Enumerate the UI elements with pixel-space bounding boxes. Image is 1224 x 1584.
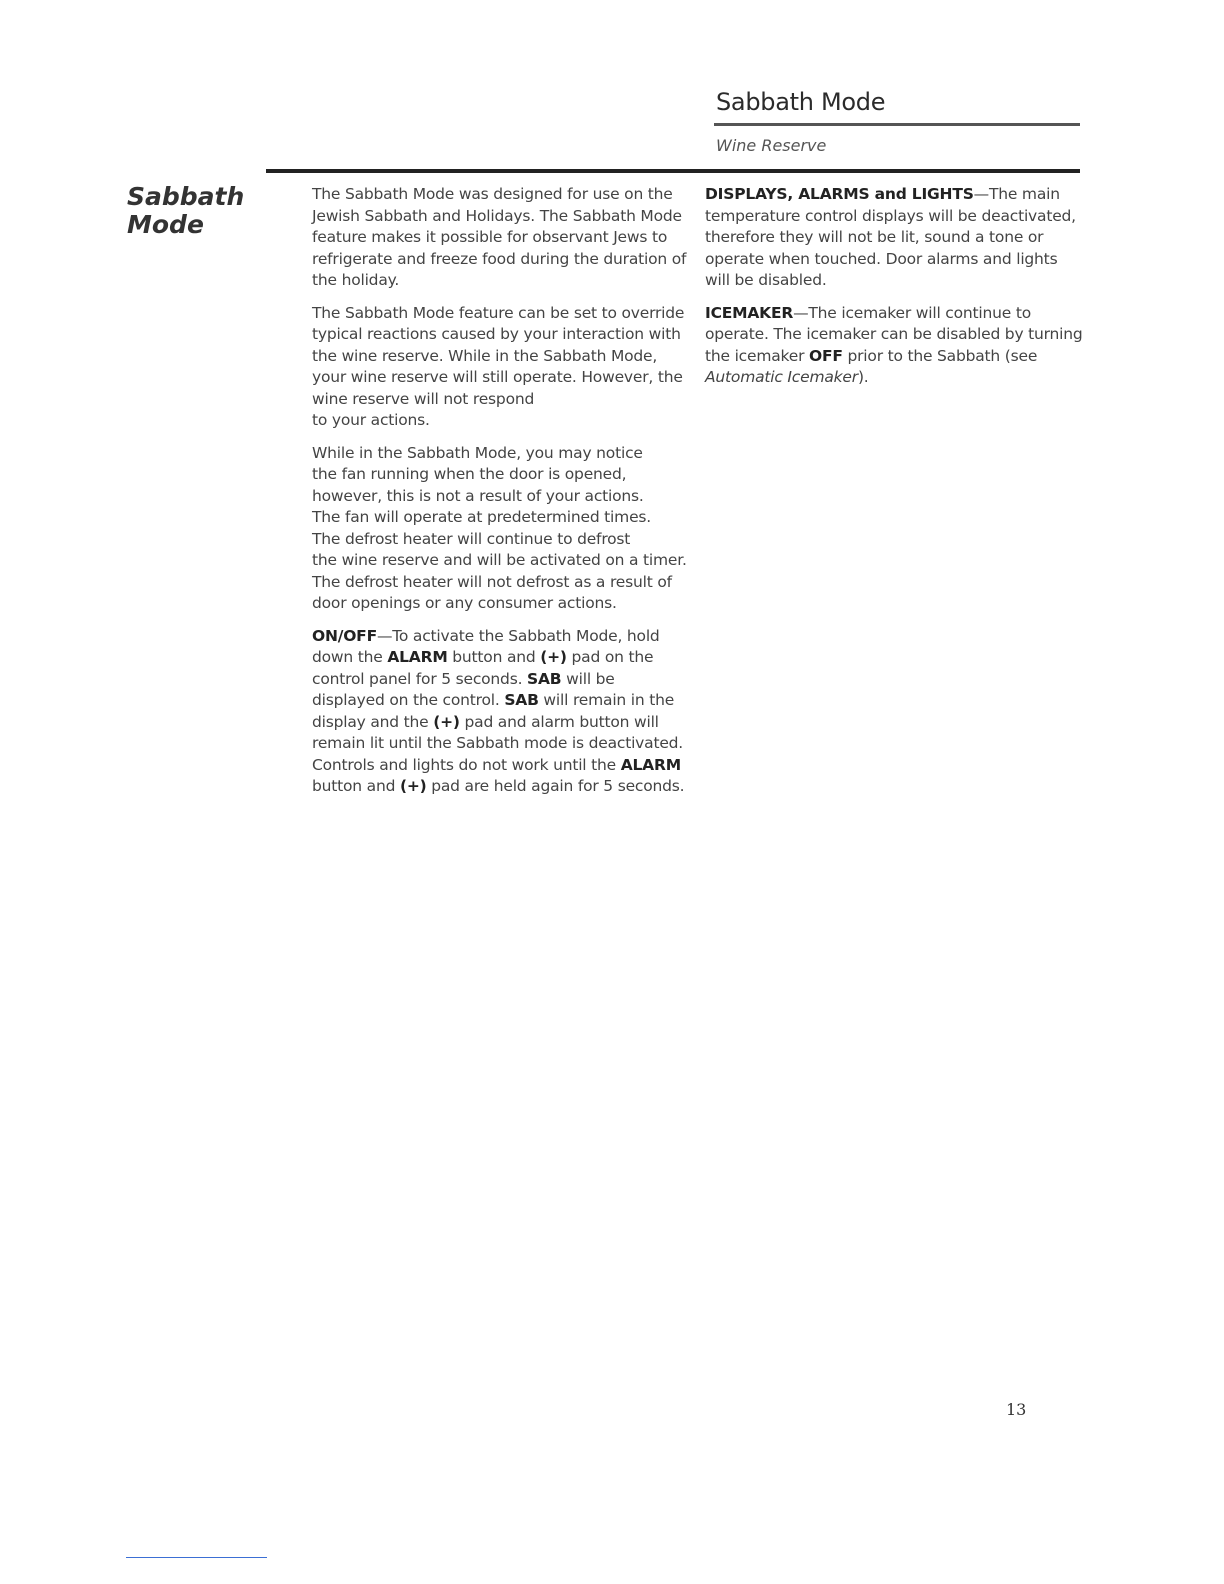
line: While in the Sabbath Mode, you may notice <box>312 443 643 462</box>
off-keyword: OFF <box>809 346 843 365</box>
text: button and <box>447 648 541 666</box>
left-column <box>312 184 690 809</box>
text: pad are held again for 5 seconds. <box>426 777 685 795</box>
footnote-divider <box>126 1557 267 1558</box>
paragraph-intro: The Sabbath Mode was designed for use on the Jewish Sabbath and Holidays. The Sabbath Mode feature makes it possible for observant Jews to refrigerate and freeze food during the duration of the holiday. <box>312 185 687 289</box>
paragraph-override <box>312 303 690 432</box>
text: will be displayed on the control. <box>312 669 615 709</box>
page-header-title: Sabbath Mode <box>716 88 886 116</box>
text: prior to the Sabbath (see <box>842 346 1038 365</box>
text: —The icemaker will continue to operate. The icemaker can be disabled by turning the icemaker <box>705 303 1083 365</box>
section-title-line2: Mode <box>127 210 204 239</box>
line: the wine reserve and will be activated on a timer. <box>312 551 687 569</box>
displays-label: DISPLAYS, ALARMS and LIGHTS <box>705 185 974 203</box>
alarm-keyword: ALARM <box>620 755 681 774</box>
alarm-keyword: ALARM <box>387 648 448 666</box>
icemaker-label: ICEMAKER <box>705 303 794 322</box>
section-title-line1: Sabbath <box>127 182 245 211</box>
page-header-subtitle: Wine Reserve <box>716 136 827 155</box>
sab-keyword: SAB <box>504 691 539 709</box>
paragraph-override-text: The Sabbath Mode feature can be set to override typical reactions caused by your interaction with the wine reserve. While in the Sabbath Mode, your wine reserve will still operate. However, the wine reserve will not respond <box>312 303 685 408</box>
plus-keyword: (+) <box>433 712 460 731</box>
header-divider <box>714 123 1080 126</box>
cross-reference: Automatic Icemaker <box>705 368 858 386</box>
line: The defrost heater will continue to defrost <box>312 529 631 548</box>
paragraph-override-end: to your actions. <box>312 411 430 429</box>
plus-keyword: (+) <box>540 648 567 666</box>
paragraph-icemaker <box>705 303 1085 389</box>
text: —The main temperature control displays will be deactivated, therefore they will not be lit, sound a tone or operate when touched. Door alarms and lights will be disabled. <box>705 185 1076 289</box>
text: will remain in the display and the <box>312 691 675 731</box>
paragraph-on-off <box>312 626 690 798</box>
line: however, this is not a result of your actions. <box>312 486 644 505</box>
text: pad on the control panel for 5 seconds. <box>312 648 654 688</box>
plus-keyword: (+) <box>399 777 427 795</box>
on-off-label: ON/OFF <box>312 626 377 645</box>
line: the fan running when the door is opened, <box>312 465 627 483</box>
text: —To activate the Sabbath Mode, hold down the <box>312 626 660 666</box>
text: pad and alarm button will remain lit until the Sabbath mode is deactivated. Controls and lights do not work until the <box>312 712 684 774</box>
line: The defrost heater will not defrost as a result of <box>312 572 672 591</box>
right-column <box>705 184 1085 400</box>
text: ). <box>857 368 869 386</box>
section-title <box>127 183 257 239</box>
line: The fan will operate at predetermined times. <box>312 508 652 526</box>
paragraph-fan-defrost <box>312 443 690 615</box>
section-divider <box>266 169 1080 173</box>
paragraph-displays <box>705 184 1085 292</box>
sab-keyword: SAB <box>527 669 562 688</box>
page-number: 13 <box>1006 1400 1027 1419</box>
line: door openings or any consumer actions. <box>312 594 617 612</box>
text: button and <box>312 777 400 795</box>
